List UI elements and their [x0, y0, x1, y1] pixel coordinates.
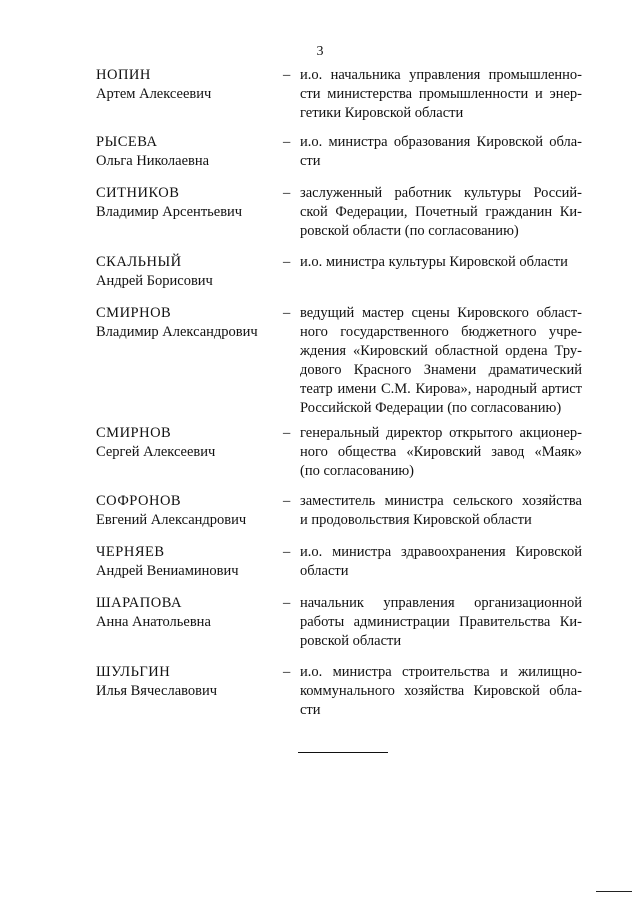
dash-separator: –: [283, 305, 291, 321]
position-description: [300, 304, 582, 418]
person-name: [96, 133, 281, 171]
description-line: начальник управления организационной: [300, 595, 582, 611]
surname: СКАЛЬНЫЙ: [96, 254, 182, 270]
surname: ШУЛЬГИН: [96, 664, 171, 680]
position-description: [300, 543, 582, 581]
description-line: и.о. начальника управления промышленно-: [300, 67, 582, 83]
description-line: гетики Кировской области: [300, 105, 464, 121]
person-name: [96, 424, 281, 462]
person-name: [96, 184, 281, 222]
dash-separator: –: [283, 425, 291, 441]
dash-separator: –: [283, 664, 291, 680]
description-line: (по согласованию): [300, 463, 414, 479]
dash-separator: –: [283, 185, 291, 201]
description-line: сти: [300, 153, 321, 169]
description-line: ской Федерации, Почетный гражданин Ки-: [300, 204, 582, 220]
position-description: [300, 594, 582, 651]
person-name: [96, 663, 281, 701]
dash-separator: –: [283, 254, 291, 270]
description-line: ного общества «Кировский завод «Маяк»: [300, 444, 582, 460]
given-name: Андрей Вениаминович: [96, 563, 239, 579]
page-number: 3: [316, 44, 324, 59]
description-line: сти: [300, 702, 321, 718]
description-line: ведущий мастер сцены Кировского област-: [300, 305, 582, 321]
description-line: и.о. министра культуры Кировской области: [300, 254, 568, 270]
surname: НОПИН: [96, 67, 151, 83]
description-line: генеральный директор открытого акционер-: [300, 425, 582, 441]
position-description: [300, 66, 582, 123]
given-name: Артем Алексеевич: [96, 86, 212, 102]
description-line: ждения «Кировский областной ордена Тру-: [300, 343, 582, 359]
position-description: [300, 253, 582, 272]
given-name: Владимир Арсентьевич: [96, 204, 243, 220]
surname: ЧЕРНЯЕВ: [96, 544, 165, 560]
description-line: ного государственного бюджетного учре-: [300, 324, 582, 340]
description-line: ровской области (по согласованию): [300, 223, 519, 239]
surname: СОФРОНОВ: [96, 493, 182, 509]
description-line: и продовольствия Кировской области: [300, 512, 532, 528]
description-line: работы администрации Правительства Ки-: [300, 614, 582, 630]
dash-separator: –: [283, 493, 291, 509]
description-line: заместитель министра сельского хозяйства: [300, 493, 582, 509]
given-name: Анна Анатольевна: [96, 614, 211, 630]
corner-mark: [596, 891, 632, 892]
description-line: и.о. министра здравоохранения Кировской: [300, 544, 582, 560]
person-name: [96, 304, 281, 342]
description-line: ровской области: [300, 633, 402, 649]
description-line: дового Красного Знамени драматический: [300, 362, 582, 378]
position-description: [300, 492, 582, 530]
surname: СМИРНОВ: [96, 425, 172, 441]
description-line: и.о. министра образования Кировской обла-: [300, 134, 582, 150]
position-description: [300, 184, 582, 241]
person-name: [96, 543, 281, 581]
given-name: Евгений Александрович: [96, 512, 247, 528]
dash-separator: –: [283, 134, 291, 150]
description-line: коммунального хозяйства Кировской обла-: [300, 683, 582, 699]
person-name: [96, 253, 281, 291]
given-name: Илья Вячеславович: [96, 683, 218, 699]
dash-separator: –: [283, 595, 291, 611]
surname: СИТНИКОВ: [96, 185, 180, 201]
position-description: [300, 133, 582, 171]
dash-separator: –: [283, 544, 291, 560]
surname: ШАРАПОВА: [96, 595, 182, 611]
description-line: Российской Федерации (по согласованию): [300, 400, 562, 416]
dash-separator: –: [283, 67, 291, 83]
given-name: Ольга Николаевна: [96, 153, 210, 169]
surname: СМИРНОВ: [96, 305, 172, 321]
description-line: заслуженный работник культуры Россий-: [300, 185, 582, 201]
given-name: Владимир Александрович: [96, 324, 258, 340]
given-name: Андрей Борисович: [96, 273, 213, 289]
person-name: [96, 66, 281, 104]
description-line: области: [300, 563, 349, 579]
surname: РЫСЕВА: [96, 134, 158, 150]
person-name: [96, 594, 281, 632]
description-line: и.о. министра строительства и жилищно-: [300, 664, 582, 680]
position-description: [300, 663, 582, 720]
given-name: Сергей Алексеевич: [96, 444, 216, 460]
person-name: [96, 492, 281, 530]
description-line: театр имени С.М. Кирова», народный артист: [300, 381, 582, 397]
end-rule: [298, 752, 388, 753]
position-description: [300, 424, 582, 481]
description-line: сти министерства промышленности и энер-: [300, 86, 582, 102]
